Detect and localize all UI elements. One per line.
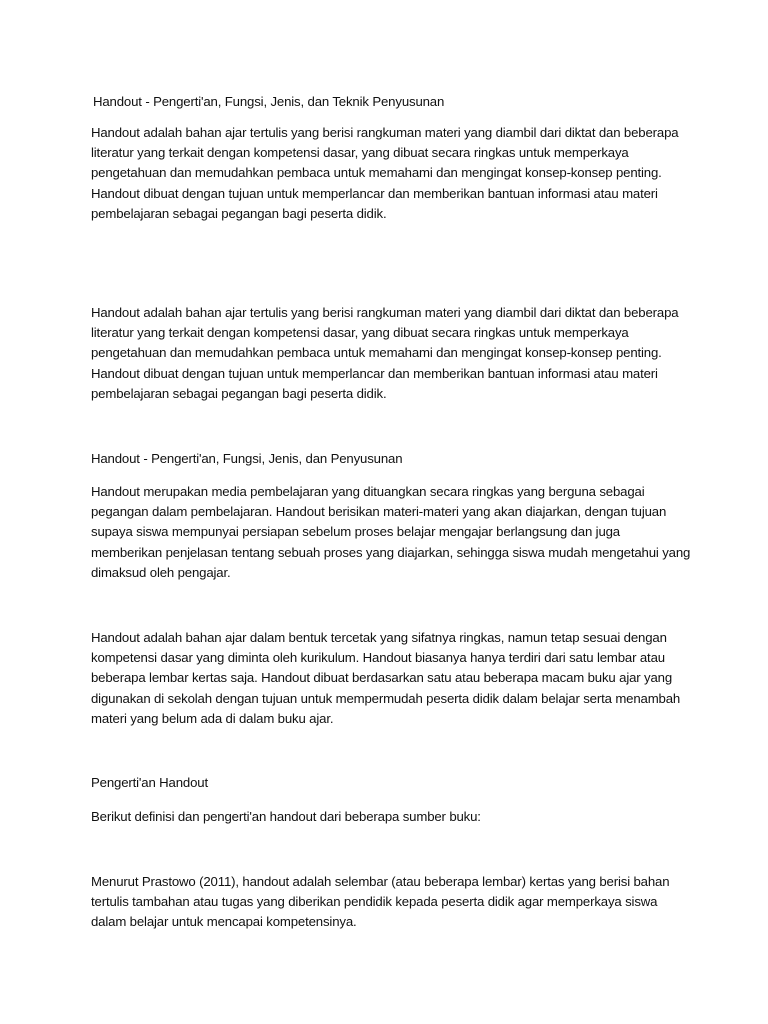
paragraph-media-pembelajaran: Handout merupakan media pembelajaran yang dituangkan secara ringkas yang berguna sebagai pegangan dalam pembelajaran. Handout berisikan materi-materi yang akan diajarkan, dengan tujuan supaya siswa mempunyai persiapan sebelum proses belajar mengajar berlangsung dan juga memberikan penjelasan tentang sebuah proses yang diajarkan, sehingga siswa mudah mengetahui yang dimaksud oleh pengajar.	[91, 484, 691, 580]
paragraph-definition-2: Handout adalah bahan ajar tertulis yang berisi rangkuman materi yang diambil dari diktat dan beberapa literatur yang terkait dengan kompetensi dasar, yang dibuat secara ringkas untuk memperkaya pengetahuan dan memudahkan pembaca untuk memahami dan mengingat konsep-konsep penting. Handout dibuat dengan tujuan untuk memperlancar dan memberikan bantuan informasi atau materi pembelajaran sebagai pegangan bagi peserta didik.	[91, 305, 679, 401]
paragraph-definition-1: Handout adalah bahan ajar tertulis yang berisi rangkuman materi yang diambil dari diktat dan beberapa literatur yang terkait dengan kompetensi dasar, yang dibuat secara ringkas untuk memperkaya pengetahuan dan memudahkan pembaca untuk memahami dan mengingat konsep-konsep penting. Handout dibuat dengan tujuan untuk memperlancar dan memberikan bantuan informasi atau materi pembelajaran sebagai pegangan bagi peserta didik.	[91, 125, 679, 221]
section-heading-pengertian: Pengerti'an Handout	[91, 775, 208, 790]
paragraph-bahan-ajar-tercetak: Handout adalah bahan ajar dalam bentuk tercetak yang sifatnya ringkas, namun tetap sesuai dengan kompetensi dasar yang diminta oleh kurikulum. Handout biasanya hanya terdiri dari satu lembar atau beberapa lembar kertas saja. Handout dibuat berdasarkan satu atau beberapa macam buku ajar yang digunakan di sekolah dengan tujuan untuk mempermudah peserta didik dalam belajar serta menambah materi yang belum ada di dalam buku ajar.	[91, 630, 681, 726]
section-heading-penyusunan: Handout - Pengerti'an, Fungsi, Jenis, dan Penyusunan	[91, 451, 403, 466]
paragraph-intro-sources: Berikut definisi dan pengerti'an handout dari beberapa sumber buku:	[91, 809, 481, 824]
page-title: Handout - Pengerti'an, Fungsi, Jenis, dan Teknik Penyusunan	[93, 94, 445, 109]
paragraph-prastowo: Menurut Prastowo (2011), handout adalah selembar (atau beberapa lembar) kertas yang berisi bahan tertulis tambahan atau tugas yang diberikan pendidik kepada peserta didik agar memperkaya siswa dalam belajar untuk mencapai kompetensinya.	[91, 874, 670, 930]
